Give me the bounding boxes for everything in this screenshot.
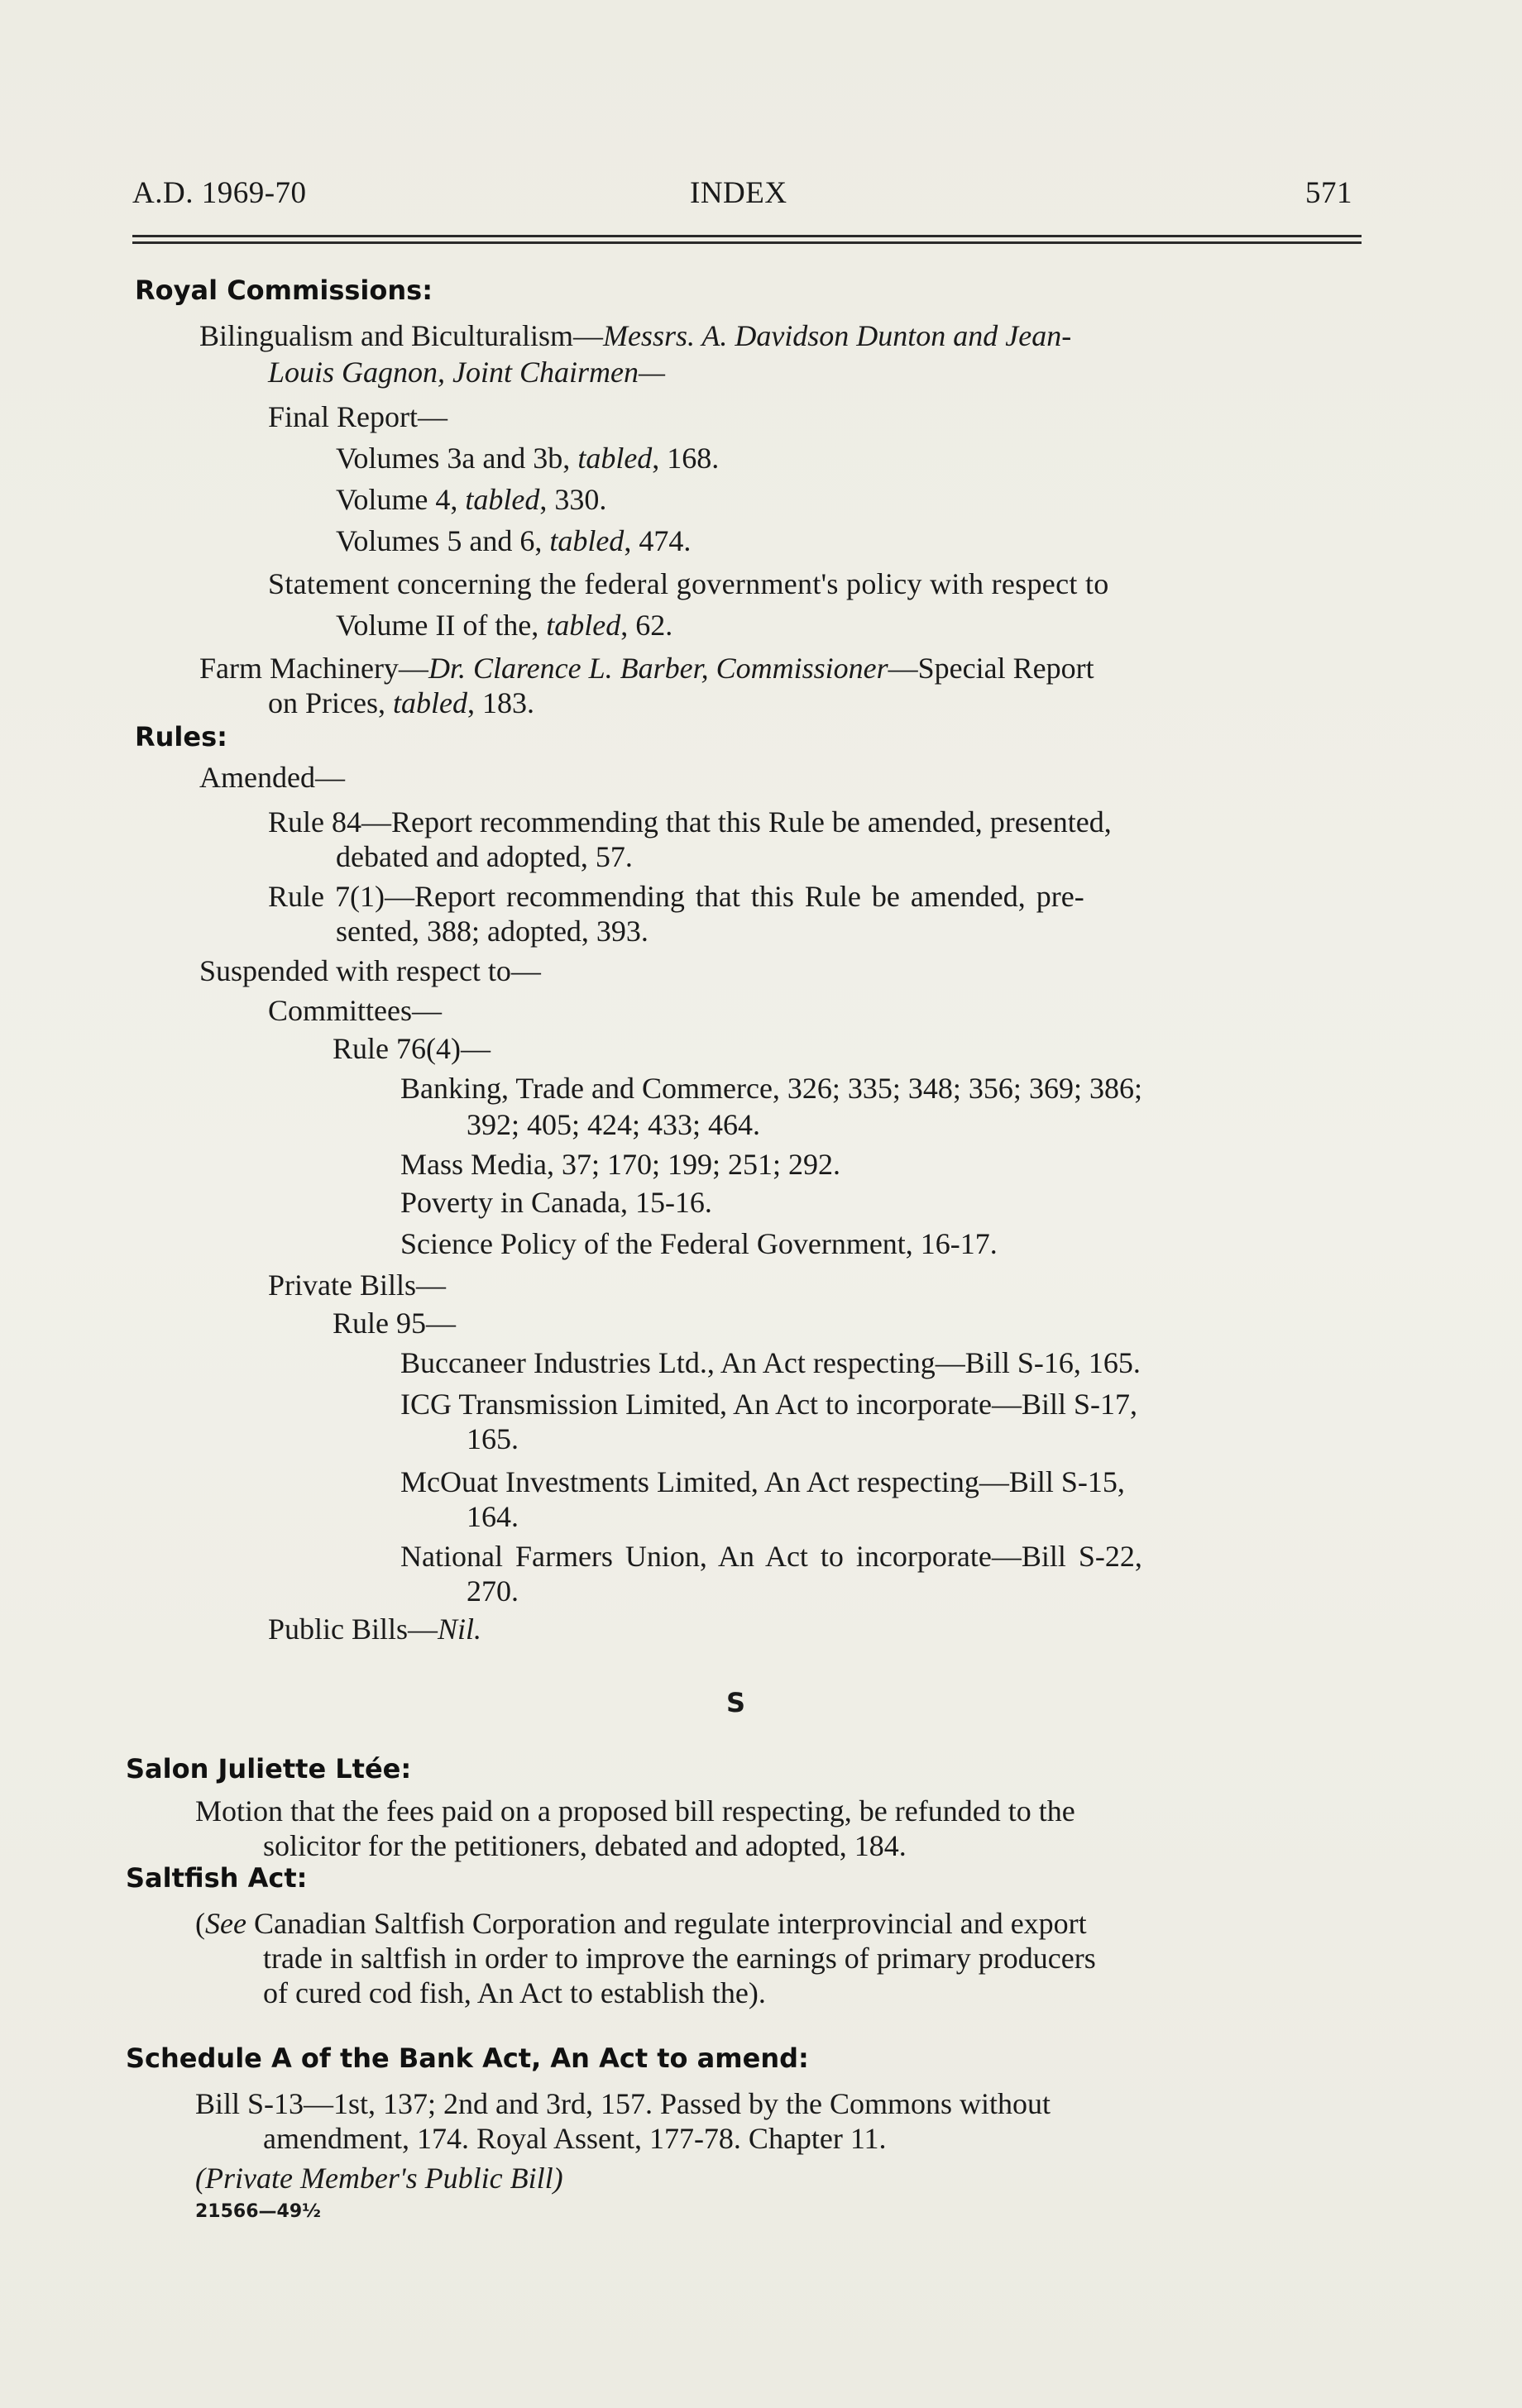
- index-entry: [195, 1905, 1087, 1942]
- header-rule-top: [132, 235, 1362, 237]
- header-year: A.D. 1969-70: [132, 176, 307, 210]
- entry-text-italic: tabled: [549, 524, 625, 557]
- index-entry: of cured cod fish, An Act to establish the).: [263, 1976, 766, 2009]
- entry-text: Volume II of the,: [336, 609, 547, 642]
- entry-text: , 183.: [467, 686, 534, 719]
- entry-text: Volumes 5 and 6,: [336, 524, 550, 557]
- entry-text: Volumes 3a and 3b,: [336, 442, 578, 475]
- index-entry: McOuat Investments Limited, An Act respecting—Bill S-15,: [400, 1465, 1125, 1498]
- index-entry: amendment, 174. Royal Assent, 177-78. Chapter 11.: [263, 2122, 887, 2155]
- entry-text-italic: Dr. Clarence L. Barber, Commissioner: [428, 652, 888, 685]
- saltfish-heading: Saltfish Act:: [126, 1862, 308, 1894]
- index-entry: Committees—: [268, 994, 442, 1027]
- index-entry: Rule 76(4)—: [333, 1032, 491, 1065]
- entry-text: , 330.: [539, 483, 607, 516]
- index-entry: solicitor for the petitioners, debated and adopted, 184.: [263, 1829, 907, 1862]
- index-entry: Private Bills—: [268, 1268, 446, 1302]
- index-entry: [336, 523, 691, 559]
- index-entry: Motion that the fees paid on a proposed bill respecting, be refunded to the: [195, 1794, 1075, 1828]
- index-entry: [199, 318, 1071, 354]
- index-entry: 164.: [467, 1500, 519, 1533]
- index-entry: (Private Member's Public Bill): [195, 2162, 563, 2195]
- index-entry: Rule 84—Report recommending that this Rule be amended, presented,: [268, 805, 1112, 838]
- page-number: 571: [1305, 176, 1352, 210]
- index-entry: Final Report—: [268, 400, 448, 433]
- entry-text: Canadian Saltfish Corporation and regulate interprovincial and export: [246, 1907, 1087, 1940]
- index-entry: ICG Transmission Limited, An Act to incorporate—Bill S-17,: [400, 1388, 1137, 1421]
- royal-commissions-heading: Royal Commissions:: [135, 275, 433, 306]
- index-entry: National Farmers Union, An Act to incorporate—Bill S-22,: [400, 1540, 1142, 1573]
- entry-text: Bilingualism and Biculturalism—: [199, 319, 603, 352]
- schedule-heading: Schedule A of the Bank Act, An Act to amend:: [126, 2042, 809, 2074]
- salon-heading: Salon Juliette Ltée:: [126, 1753, 412, 1784]
- index-entry: [336, 481, 606, 518]
- index-entry: trade in saltfish in order to improve the earnings of primary producers: [263, 1942, 1096, 1975]
- entry-text-italic: tabled: [465, 483, 540, 516]
- entry-text: on Prices,: [268, 686, 393, 719]
- entry-text-italic: Messrs. A. Davidson Dunton and Jean-: [602, 319, 1072, 352]
- entry-text: Farm Machinery—: [199, 652, 428, 685]
- index-entry: [336, 607, 672, 643]
- entry-text: , 474.: [624, 524, 692, 557]
- index-entry: 270.: [467, 1574, 519, 1608]
- entry-text: Volume 4,: [336, 483, 466, 516]
- index-entry: Rule 7(1)—Report recommending that this Rule be amended, pre-: [268, 880, 1084, 913]
- entry-text: , 62.: [620, 609, 673, 642]
- index-entry: Rule 95—: [333, 1307, 456, 1340]
- index-entry: Bill S-13—1st, 137; 2nd and 3rd, 157. Passed by the Commons without: [195, 2087, 1051, 2120]
- index-entry: Suspended with respect to—: [199, 954, 541, 987]
- rules-heading: Rules:: [135, 721, 227, 752]
- index-entry: 165.: [467, 1422, 519, 1455]
- index-entry: [268, 685, 534, 721]
- index-entry: debated and adopted, 57.: [336, 840, 633, 873]
- index-entry: Poverty in Canada, 15-16.: [400, 1186, 712, 1219]
- entry-text-italic: See: [205, 1907, 246, 1940]
- entry-text-italic: tabled: [577, 442, 653, 475]
- index-entry: [199, 650, 1094, 686]
- header-title: INDEX: [690, 176, 787, 210]
- entry-text: (: [195, 1907, 205, 1940]
- footer-code: 21566—49½: [195, 2201, 321, 2222]
- index-entry: [268, 1611, 481, 1647]
- entry-text-italic: tabled: [546, 609, 621, 642]
- entry-text-italic: tabled: [392, 686, 467, 719]
- index-entry: 392; 405; 424; 433; 464.: [467, 1108, 761, 1141]
- header-rule-bottom: [132, 241, 1362, 244]
- index-entry: Banking, Trade and Commerce, 326; 335; 348; 356; 369; 386;: [400, 1072, 1142, 1105]
- section-letter: S: [726, 1687, 746, 1718]
- index-entry: Statement concerning the federal government's policy with respect to: [268, 567, 1109, 600]
- entry-text: , 168.: [652, 442, 720, 475]
- entry-text: —Special Report: [888, 652, 1094, 685]
- entry-text-italic: Nil.: [438, 1612, 482, 1646]
- entry-text: Public Bills—: [268, 1612, 438, 1646]
- index-entry: Mass Media, 37; 170; 199; 251; 292.: [400, 1148, 840, 1181]
- index-entry: Buccaneer Industries Ltd., An Act respecting—Bill S-16, 165.: [400, 1346, 1141, 1379]
- index-entry: Amended—: [199, 761, 345, 794]
- index-entry: Science Policy of the Federal Government, 16-17.: [400, 1227, 998, 1260]
- index-entry: sented, 388; adopted, 393.: [336, 915, 649, 948]
- index-entry: Louis Gagnon, Joint Chairmen—: [268, 356, 666, 389]
- index-entry: [336, 440, 719, 476]
